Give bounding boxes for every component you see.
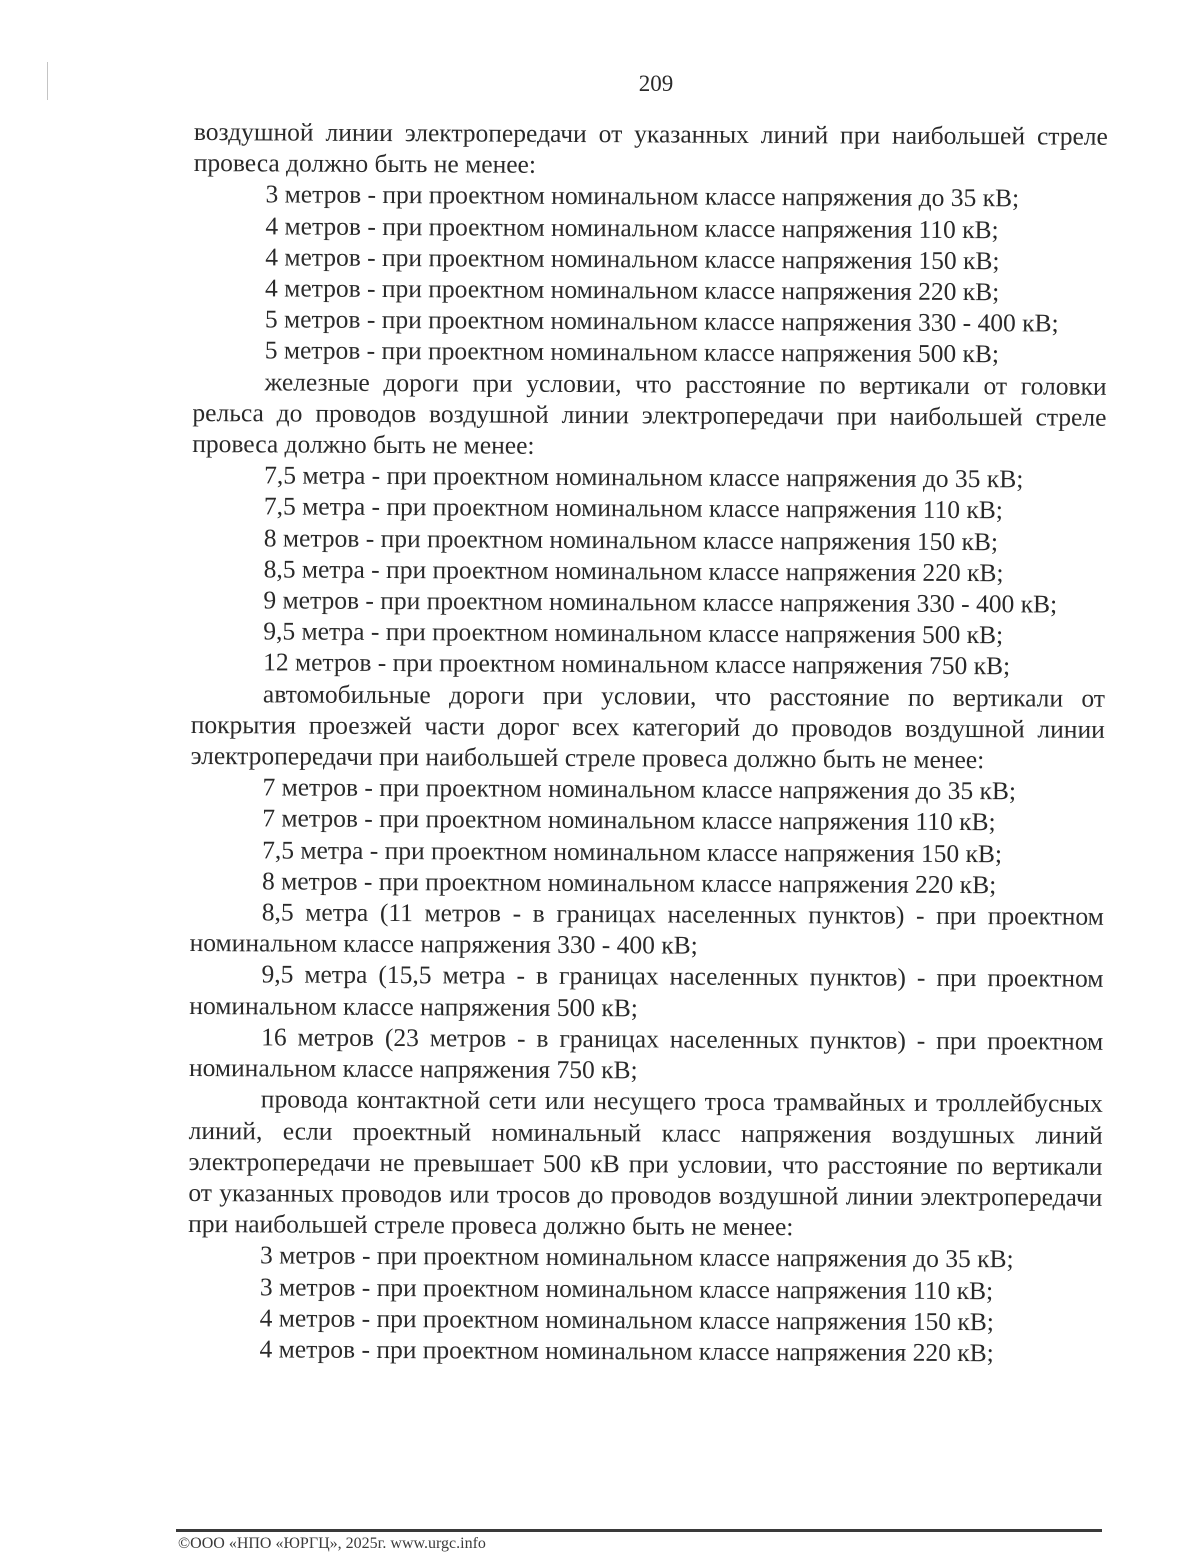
paragraph: 4 метров - при проектном номинальном классе напряжения 110 кВ; [265, 210, 999, 244]
paragraph: 9,5 метра (15,5 метра - в границах населенных пунктов) - при проектном номинальном классе напряжения 500 кВ; [189, 959, 1104, 1023]
paragraph: 7,5 метра - при проектном номинальном классе напряжения 110 кВ; [263, 491, 1003, 525]
paragraph: 3 метров - при проектном номинальном классе напряжения до 35 кВ; [265, 179, 1020, 213]
paragraph: железные дороги при условии, что расстояние по вертикали от головки рельса до проводов воздушной линии электропередачи при наибольшей стреле провеса должно быть не менее: [192, 366, 1107, 460]
paragraph: 16 метров (23 метров - в границах населенных пунктов) - при проектном номинальном классе напряжения 750 кВ; [188, 1022, 1104, 1085]
paragraph: 7,5 метра - при проектном номинальном классе напряжения до 35 кВ; [264, 460, 1024, 494]
paragraph: 4 метров - при проектном номинальном классе напряжения 150 кВ; [265, 242, 1000, 276]
page-number: 209 [638, 71, 674, 96]
footer-copyright: ©ООО «НПО «ЮРГЦ», 2025г. www.urgc.info [178, 1535, 486, 1552]
paragraph: 8,5 метра (11 метров - в границах населенных пунктов) - при проектном номинальном классе напряжения 330 - 400 кВ; [189, 897, 1104, 960]
paragraph: провода контактной сети или несущего троса трамвайных и троллейбусных линий, если проектный номинальный класс напряжения воздушных линий электропередачи не превышает 500 кВ при условии, что расстояние по вертикали от указанных проводов или тросов до проводов воздушной линии электропередачи при наибольшей стреле провеса должно быть не менее: [188, 1084, 1103, 1242]
paragraph: 8 метров - при проектном номинальном классе напряжения 220 кВ; [261, 866, 997, 900]
paragraph: 9,5 метра - при проектном номинальном классе напряжения 500 кВ; [263, 616, 1004, 650]
paragraph: 5 метров - при проектном номинальном классе напряжения 330 - 400 кВ; [264, 304, 1059, 338]
paragraph: 9 метров - при проектном номинальном классе напряжения 330 - 400 кВ; [263, 585, 1058, 619]
paragraph: 3 метров - при проектном номинальном классе напряжения до 35 кВ; [259, 1240, 1014, 1274]
paragraph: 7,5 метра - при проектном номинальном классе напряжения 150 кВ; [262, 835, 1003, 868]
paragraph: 7 метров - при проектном номинальном классе напряжения до 35 кВ; [262, 772, 1017, 806]
paragraph: 12 метров - при проектном номинальном классе напряжения 750 кВ; [263, 647, 1011, 681]
paragraph: 4 метров - при проектном номинальном классе напряжения 150 кВ; [259, 1303, 995, 1336]
paragraph: 4 метров - при проектном номинальном классе напряжения 220 кВ; [259, 1334, 994, 1368]
document-body [187, 116, 1108, 1369]
paragraph: 8 метров - при проектном номинальном классе напряжения 150 кВ; [263, 523, 999, 556]
paragraph: 7 метров - при проектном номинальном классе напряжения 110 кВ; [262, 803, 996, 837]
paragraph: 4 метров - при проектном номинальном классе напряжения 220 кВ; [265, 273, 1000, 307]
paragraph: автомобильные дороги при условии, что расстояние по вертикали от покрытия проезжей части дорог всех категорий до проводов воздушной линии электропередачи при наибольшей стреле провеса должно быть не менее: [190, 679, 1106, 775]
footer-divider [176, 1529, 1102, 1532]
paragraph: 8,5 метра - при проектном номинальном классе напряжения 220 кВ; [263, 554, 1004, 588]
paragraph: 5 метров - при проектном номинальном классе напряжения 500 кВ; [264, 335, 1000, 369]
paragraph: 3 метров - при проектном номинальном классе напряжения 110 кВ; [259, 1271, 994, 1305]
paragraph: воздушной линии электропередачи от указанных линий при наибольшей стреле провеса должно быть не менее: [193, 116, 1108, 179]
